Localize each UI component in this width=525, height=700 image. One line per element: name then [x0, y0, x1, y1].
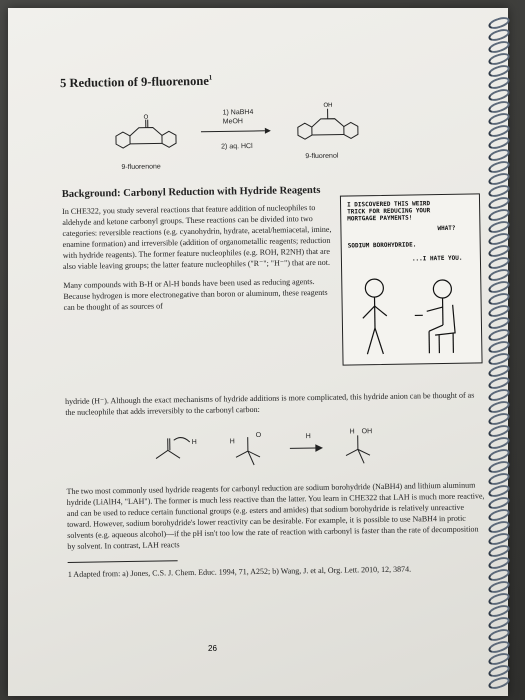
svg-text:O: O	[255, 432, 262, 440]
svg-text:H: H	[305, 433, 311, 441]
spiral-coil	[487, 675, 511, 691]
mechanism-scheme	[66, 420, 487, 479]
hydride-mechanism-icon	[146, 425, 407, 475]
comic-what: WHAT?	[437, 224, 456, 233]
footnote: 1 Adapted from: a) Jones, C.S. J. Chem. Educ. 1994, 71, A252; b) Wang, J. et al, Org. Lett. 2010, 12, 3874.	[67, 564, 412, 580]
fluorenol-label: 9-fluorenol	[305, 152, 339, 161]
background-text	[62, 202, 334, 313]
fluorenone-label: 9-fluorenone	[121, 163, 161, 172]
reaction-arrow-icon	[201, 126, 271, 137]
section-title: 5 Reduction of 9-fluorenone$^1$	[60, 73, 213, 91]
xkcd-comic	[340, 194, 483, 366]
background-heading: Background: Carbonyl Reduction with Hydride Reagents	[61, 185, 321, 201]
comic-hate: ...I HATE YOU.	[411, 254, 463, 263]
reaction-scheme	[60, 89, 481, 176]
svg-text:OH: OH	[361, 428, 373, 436]
comic-sodium: SODIUM BOROHYDRIDE.	[347, 241, 417, 250]
svg-text:H: H	[349, 428, 355, 436]
hydride-paragraph: hydride (H⁻). Although the exact mechanisms of hydride additions is more complicated, this hydride anion can be thought of as the nucleophile that adds irreversibly to the carbonyl carbon:	[65, 390, 475, 418]
background-block	[62, 200, 485, 397]
page-content	[60, 69, 488, 580]
fluorenone-structure-icon	[111, 113, 182, 154]
svg-text:H: H	[229, 438, 235, 446]
reagent-step-1: 1) NaBH4 MeOH	[222, 109, 254, 126]
svg-text:H: H	[191, 439, 197, 447]
fluorenol-structure-icon	[292, 98, 363, 145]
comic-caption: I DISCOVERED THIS WEIRD TRICK FOR REDUCING YOUR MORTGAGE PAYMENTS!	[347, 200, 431, 223]
svg-text:O: O	[143, 114, 149, 121]
paragraph-1: In CHE322, you study several reactions that feature addition of nucleophiles to aldehyde and ketone carbonyl groups. These reactions can be divided into two categories: reversible reactions (e.g. cyanohydrin, hydrate, acetal/hemiacetal, imine, enamine formation) and irreversible (addition of organometallic reagents; reduction with hydride reagents). The former feature nucleophiles (e.g. ROH, R2NH) that are also viable leaving groups; the latter feature nucleophiles ("R⁻"; "H⁻") that are not.	[62, 203, 332, 272]
reagent-step-2: 2) aq. HCl	[221, 143, 253, 151]
paragraph-2: Many compounds with B-H or Al-H bonds have been used as reducing agents. Because hydrogen is more electronegative than boron or aluminum, these reagents can be thought of as sources of	[63, 277, 328, 313]
reagents-paragraph: The two most commonly used hydride reagents for carbonyl reduction are sodium borohydride (NaBH4) and lithium aluminum hydride (LiAlH4, "LAH"). The former is much less reactive than the latter. You learn in CHE322 that LAH is much more reactive, and can be used to reduce certain functional groups (e.g. esters and amides) that sodium borohydride is relatively unreactive toward. However, sodium borohydride's lower reactivity can be desirable. For example, it is possible to use NaBH4 in protic solvents (e.g. aqueous alcohol)—if the pH isn't too low the rate of reaction with carbonyl is faster than the rate of decomposition by solvent. In contrast, LAH reacts	[66, 480, 485, 552]
page-number: 26	[208, 644, 217, 653]
notebook-page	[8, 8, 508, 696]
comic-figures-icon	[342, 265, 481, 363]
svg-text:OH: OH	[323, 102, 333, 110]
footnote-rule	[68, 560, 178, 563]
spiral-binding	[486, 18, 508, 698]
